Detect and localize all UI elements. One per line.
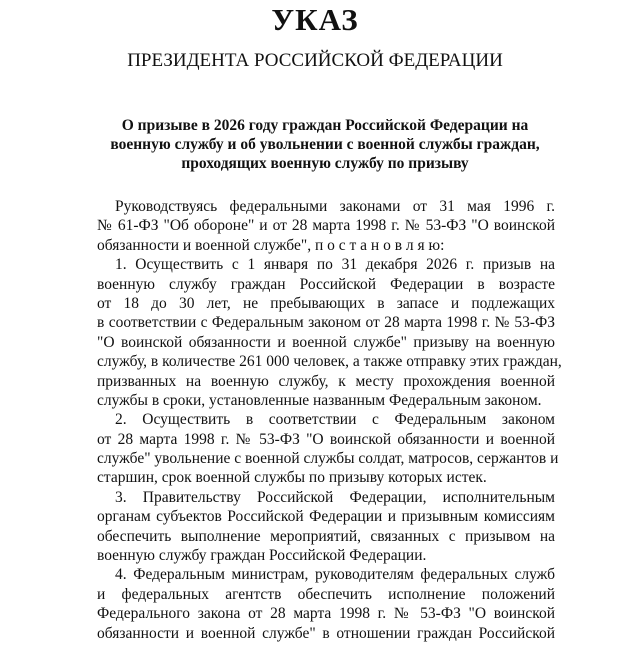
body-line: службу, в количестве 261 000 человек, а также отправку этих граждан, — [97, 353, 562, 371]
document-title: УКАЗ — [271, 2, 359, 37]
body-line: 2. Осуществить в соответствии с Федеральным законом — [115, 411, 555, 429]
body-line: от 28 марта 1998 г. № 53-ФЗ "О воинской обязанности и военной — [97, 430, 555, 448]
body-line: Федерального закона от 28 марта 1998 г. № 53-ФЗ "О воинской — [97, 605, 555, 623]
heading-line: проходящих военную службу по призыву — [181, 155, 469, 172]
heading-line: О призыве в 2026 году граждан Российской Федерации на — [121, 117, 529, 134]
decree-heading — [90, 116, 560, 173]
body-line: военную службу граждан Российской Федерации в возрасте — [97, 275, 555, 293]
body-line: обязанности и военной службе" в отношении граждан Российской — [97, 624, 555, 642]
body-line: службе" увольнение с военной службы солдат, матросов, сержантов и — [97, 450, 559, 468]
body-line: службы в сроки, установленные названным Федеральным законом. — [97, 391, 542, 409]
body-line: в соответствии с Федеральным законом от 28 марта 1998 г. № 53-ФЗ — [97, 314, 555, 332]
body-line: призванных на военную службу, к месту прохождения военной — [97, 372, 555, 390]
decree-body — [97, 197, 562, 643]
body-line: военную службу граждан Российской Федерации. — [97, 547, 427, 565]
body-line: № 61-ФЗ "Об обороне" и от 28 марта 1998 г. № 53-ФЗ "О воинской — [97, 217, 555, 235]
body-line: "О воинской обязанности и военной службе" призыву на военную — [97, 333, 555, 351]
body-line: обеспечить выполнение мероприятий, связанных с призывом на — [97, 527, 555, 545]
body-line: 4. Федеральным министрам, руководителям федеральных служб — [115, 566, 555, 584]
body-line: обязанности и военной службе", п о с т а н о в л я ю: — [97, 236, 445, 254]
heading-line: военную службу и об увольнении с военной службы граждан, — [110, 136, 540, 153]
body-line: Руководствуясь федеральными законами от 31 мая 1996 г. — [115, 198, 555, 215]
body-line: старшин, срок военной службы по призыву которых истек. — [97, 469, 487, 487]
body-line: 3. Правительству Российской Федерации, исполнительным — [115, 488, 555, 506]
body-line: и федеральных агентств обеспечить исполнение положений — [97, 585, 555, 603]
document-subtitle: ПРЕЗИДЕНТА РОССИЙСКОЙ ФЕДЕРАЦИИ — [127, 50, 503, 71]
body-line: органам субъектов Российской Федерации и призывным комиссиям — [97, 508, 555, 526]
body-line: от 18 до 30 лет, не пребывающих в запасе и подлежащих — [97, 294, 555, 312]
body-line: 1. Осуществить с 1 января по 31 декабря 2026 г. призыв на — [115, 256, 555, 274]
